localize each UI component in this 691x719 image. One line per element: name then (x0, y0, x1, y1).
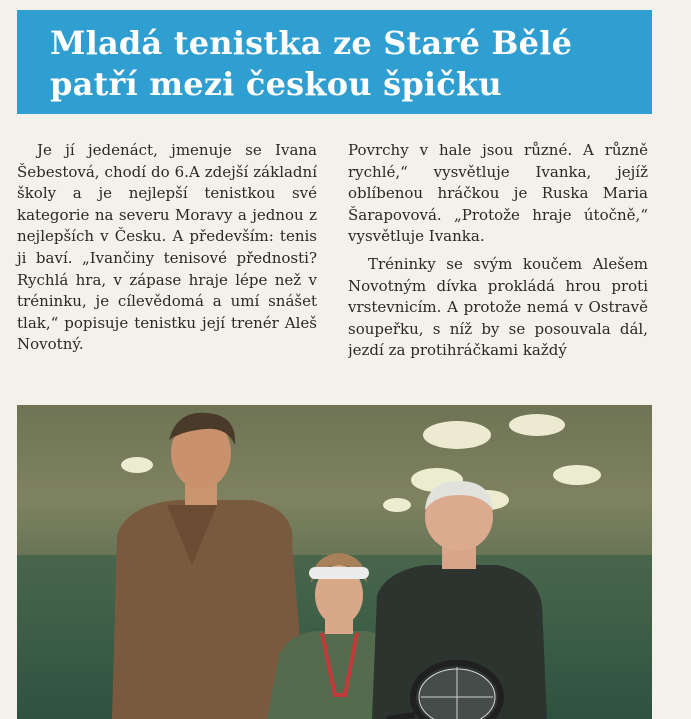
headline-banner (17, 10, 652, 114)
article-column-left (17, 140, 317, 356)
article-paragraph: Je jí jedenáct, jmenuje se Ivana Šebestová, chodí do 6.A zdejší základní školy a je nejlepší tenistkou své kategorie na severu Moravy a jednou z nejlepších v Česku. A především: tenis ji baví. „Ivančiny tenisové přednosti? Rychlá hra, v zápase hraje lépe než v tréninku, je cílevědomá a umí snášet tlak,“ popisuje tenistku její trenér Aleš Novotný. (17, 141, 317, 354)
photo-illustration (17, 405, 652, 719)
headline-line-2: patří mezi českou špičku (50, 65, 502, 103)
headline-line-1: Mladá tenistka ze Staré Bělé (50, 24, 573, 62)
article-column-right (348, 140, 648, 378)
article-paragraph: Tréninky se svým koučem Alešem Novotným dívka prokládá hrou proti vrstevnicím. A protože nemá v Ostravě soupeřku, s níž by se posouvala dál, jezdí za protihráčkami každý (348, 254, 648, 360)
headline (50, 23, 652, 105)
article-photo (17, 405, 652, 719)
article-paragraph: Povrchy v hale jsou různé. A různě rychlé,“ vysvětluje Ivanka, jejíž oblíbenou hráčkou je Ruska Maria Šarapovová. „Protože hraje útočně,“ vysvětluje Ivanka. (348, 141, 648, 246)
